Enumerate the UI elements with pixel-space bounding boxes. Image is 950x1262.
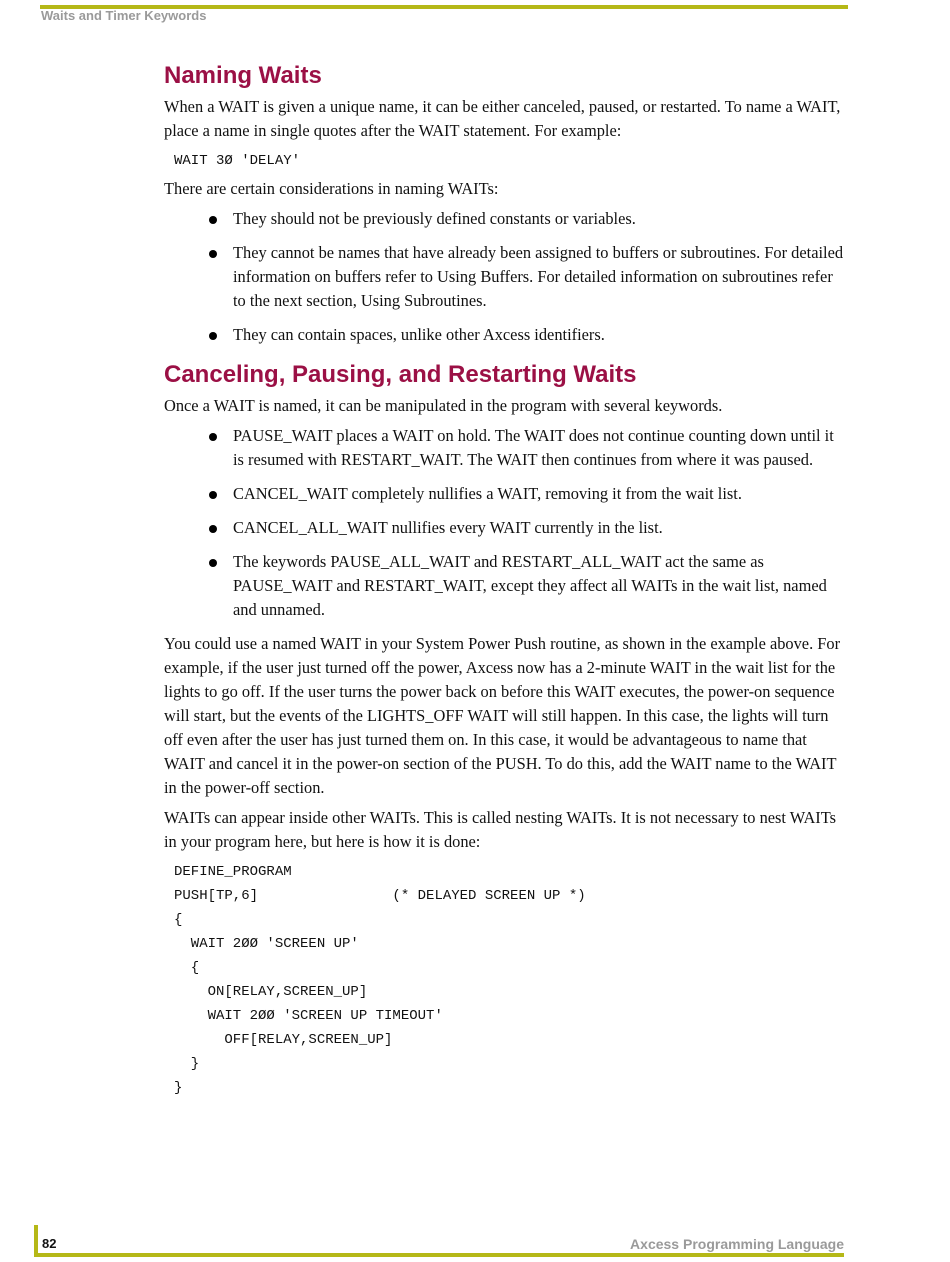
list-item: [164, 516, 844, 540]
list-item-text: CANCEL_WAIT completely nullifies a WAIT, removing it from the wait list.: [233, 483, 742, 503]
bullet-icon: [209, 332, 217, 340]
bullet-icon: [209, 559, 217, 567]
section-heading-canceling-pausing-restarting: Canceling, Pausing, and Restarting Waits: [164, 360, 637, 388]
section-heading-naming-waits: Naming Waits: [164, 62, 322, 89]
list-item: [164, 241, 844, 313]
list-item-text: They can contain spaces, unlike other Axcess identifiers.: [233, 324, 605, 344]
keywords-list: [164, 424, 844, 622]
list-item-text: PAUSE_WAIT places a WAIT on hold. The WAIT does not continue counting down until it is resumed with RESTART_WAIT. The WAIT then continues from where it was paused.: [233, 425, 834, 469]
paragraph-nesting-waits: WAITs can appear inside other WAITs. This is called nesting WAITs. It is not necessary to nest WAITs in your program here, but here is how it is done:: [164, 807, 836, 851]
bullet-icon: [209, 216, 217, 224]
footer-book-title: Axcess Programming Language: [630, 1236, 844, 1252]
considerations-list: [164, 207, 844, 347]
page-number: 82: [42, 1236, 57, 1251]
list-item: [164, 424, 844, 472]
list-item: [164, 550, 844, 622]
paragraph-power-push-example: You could use a named WAIT in your System Power Push routine, as shown in the example above. For example, if the user just turned off the power, Axcess now has a 2-minute WAIT in the wait list for the lights to go off. If the user turns the power back on before this WAIT executes, the power-on sequence will start, but the events of the LIGHTS_OFF WAIT will still happen. In this case, the lights will turn off even after the user has just turned them on. In this case, it would be advantageous to name that WAIT and cancel it in the power-on section of the PUSH. To do this, add the WAIT name to the WAIT in the power-off section.: [164, 633, 841, 797]
code-example-nested-waits: DEFINE_PROGRAM PUSH[TP,6] (* DELAYED SCREEN UP *) { WAIT 2ØØ 'SCREEN UP' { ON[RELAY,SCREEN_UP] WAIT 2ØØ 'SCREEN UP TIMEOUT' OFF[RELAY,SCREEN_UP] } }: [174, 863, 586, 1096]
page-content: [164, 62, 844, 1104]
list-item-text: They cannot be names that have already been assigned to buffers or subroutines. For detailed information on buffers refer to Using Buffers. For detailed information on subroutines refer to the next section, Using Subroutines.: [233, 242, 844, 310]
footer-rule: [34, 1253, 844, 1257]
paragraph-keywords-intro: Once a WAIT is named, it can be manipulated in the program with several keywords.: [164, 395, 723, 415]
paragraph-naming-intro: When a WAIT is given a unique name, it can be either canceled, paused, or restarted. To name a WAIT, place a name in single quotes after the WAIT statement. For example:: [164, 96, 841, 140]
bullet-icon: [209, 433, 217, 441]
bullet-icon: [209, 491, 217, 499]
list-item-text: The keywords PAUSE_ALL_WAIT and RESTART_ALL_WAIT act the same as PAUSE_WAIT and RESTART_WAIT, except they affect all WAITs in the wait list, named and unnamed.: [233, 551, 827, 619]
list-item-text: They should not be previously defined constants or variables.: [233, 208, 636, 228]
code-example-wait-delay: WAIT 3Ø 'DELAY': [174, 152, 301, 169]
list-item: [164, 482, 844, 506]
bullet-icon: [209, 525, 217, 533]
paragraph-considerations-lead: There are certain considerations in naming WAITs:: [164, 178, 499, 198]
list-item-text: CANCEL_ALL_WAIT nullifies every WAIT currently in the list.: [233, 517, 663, 537]
list-item: [164, 323, 844, 347]
list-item: [164, 207, 844, 231]
running-head: Waits and Timer Keywords: [41, 8, 207, 23]
bullet-icon: [209, 250, 217, 258]
